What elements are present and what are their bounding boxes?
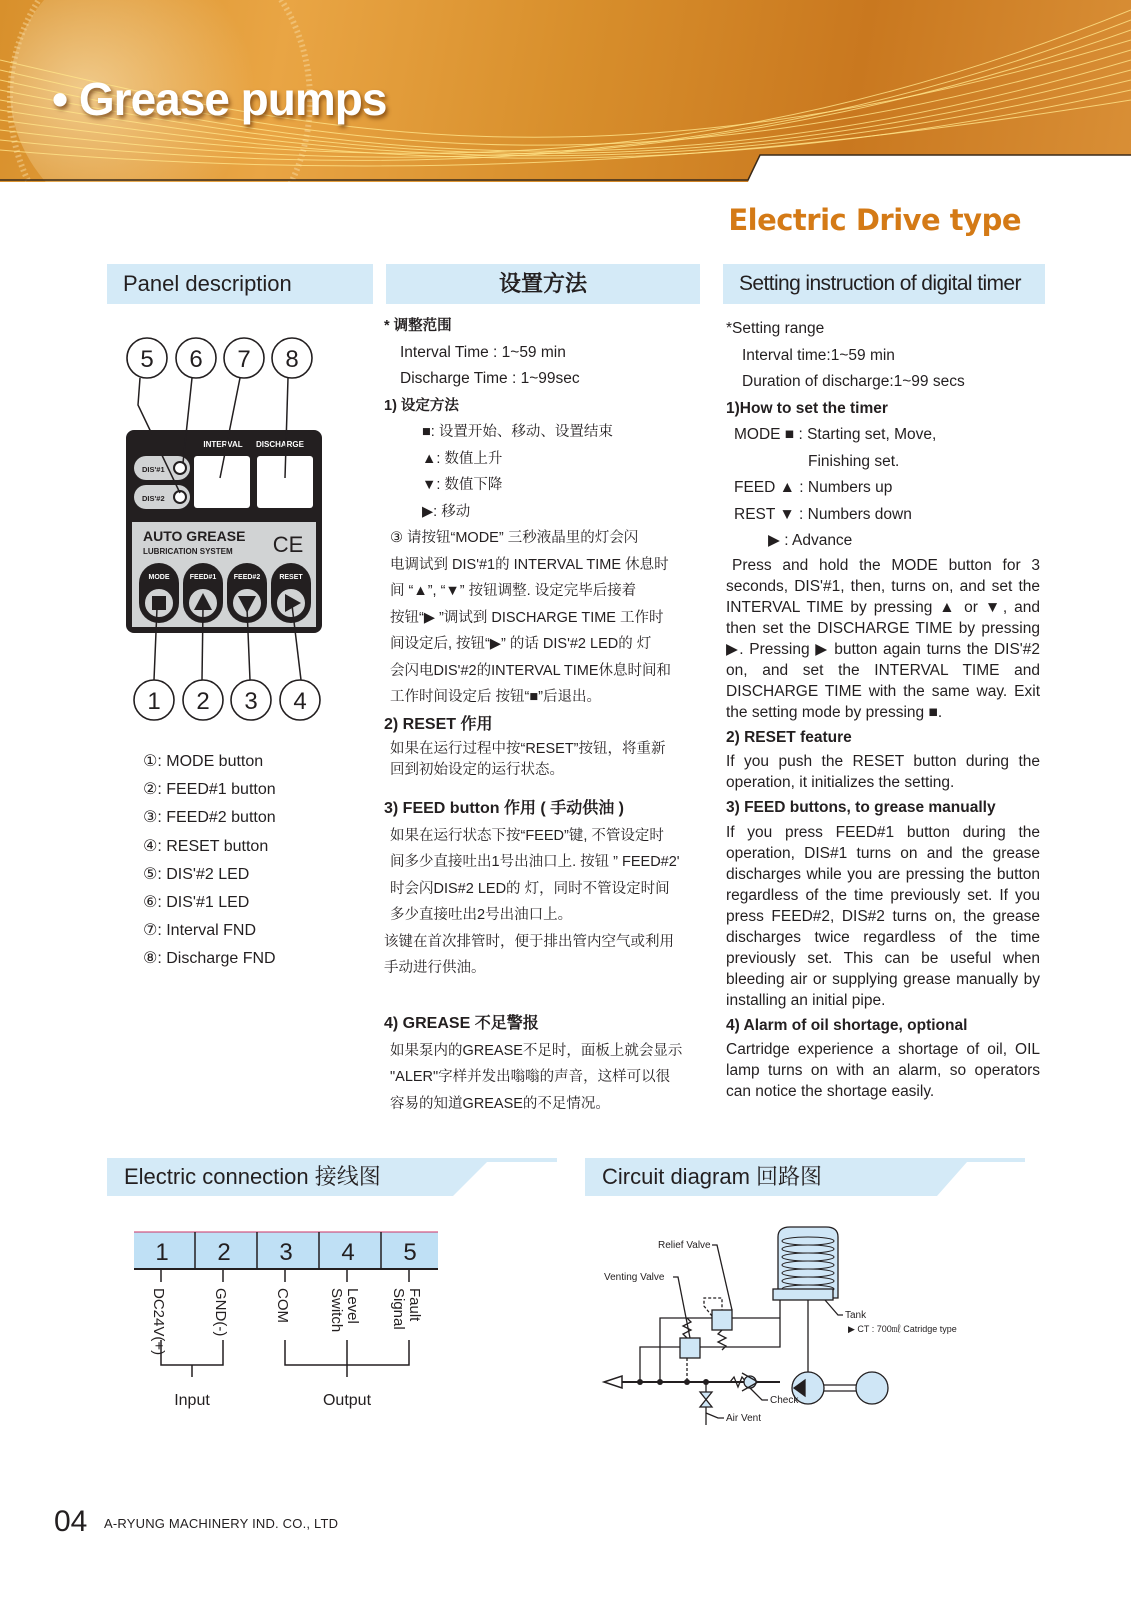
cn-s4-line: 如果泵内的GREASE不足时，面板上就会显示 (390, 1042, 683, 1059)
en-rest-key: REST ▼ : Numbers down (734, 505, 912, 523)
en-mode-key-cont: Finishing set. (808, 452, 900, 470)
en-instructions (726, 316, 1040, 1102)
terminal-4: 4 (341, 1239, 355, 1266)
cn-s1-line: 工作时间设定后 按钮“■”后退出。 (390, 689, 601, 705)
cn-s2-title: 2) RESET 作用 (384, 715, 493, 733)
cn-key: ■: 设置开始、移动、设置结束 (422, 424, 613, 440)
tank-label: Tank (845, 1310, 867, 1321)
en-s1-title: 1)How to set the timer (726, 399, 888, 417)
banner-title: • Grease pumps (52, 73, 387, 125)
cn-s1-line: 按钮“▶ ”调试到 DISCHARGE TIME 工作时 (390, 609, 664, 626)
en-s4-title: 4) Alarm of oil shortage, optional (726, 1016, 968, 1034)
en-s2-title: 2) RESET feature (726, 728, 852, 746)
cn-setup-header: 设置方法 (386, 264, 700, 304)
electric-connection-title: Electric connection 接线图 (124, 1164, 381, 1189)
cn-s3-line: 多少直接吐出2号出油口上。 (390, 907, 573, 923)
reset-btn-label: RESET (279, 574, 303, 581)
interval-label: INTERVAL (203, 440, 243, 449)
en-s4-body: Cartridge experience a shortage of oil, OIL lamp turns on with an alarm, so operators can notice the shortage easily. (726, 1041, 1040, 1100)
company-name: A-RYUNG MACHINERY IND. CO., LTD (104, 1516, 339, 1531)
en-interval: Interval time:1~59 min (742, 346, 895, 364)
circuit-diagram-title: Circuit diagram 回路图 (602, 1164, 823, 1189)
legend-item: ⑧: Discharge FND (143, 950, 276, 968)
label-signal: Signal (390, 1288, 407, 1330)
cn-s3-line: 手动进行供油。 (384, 960, 486, 976)
square-icon (152, 596, 166, 610)
cn-instructions (384, 313, 704, 1117)
circuit-diagram (600, 1225, 1000, 1455)
led1-icon (174, 462, 186, 474)
cn-range-title: * 调整范围 (384, 318, 452, 334)
cn-s3-line: 该键在首次排管时，便于排出管内空气或利用 (384, 933, 674, 950)
terminal-1: 1 (155, 1239, 169, 1266)
label-switch: Switch (328, 1288, 345, 1333)
electric-connection-diagram (130, 1228, 450, 1428)
cn-s1-line: 电调试到 DIS'#1的 INTERVAL TIME 休息时 (390, 556, 669, 573)
en-feed-key: FEED ▲ : Numbers up (734, 479, 893, 496)
relief-valve-icon (712, 1310, 732, 1330)
cn-s3-line: 如果在运行状态下按“FEED”键, 不管设定时 (390, 827, 664, 844)
callout-8-label: 8 (285, 346, 299, 373)
brand-line1: AUTO GREASE (143, 528, 246, 544)
en-mode-key: MODE ■ : Starting set, Move, (734, 426, 937, 443)
cn-s2-line: 回到初始设定的运行状态。 (390, 761, 564, 778)
interval-display (194, 456, 250, 508)
label-com: COM (274, 1288, 291, 1323)
cn-s1-line: 会闪电DIS'#2的INTERVAL TIME休息时间和 (390, 662, 672, 679)
legend-item: ⑤: DIS'#2 LED (143, 865, 250, 883)
callout-5-label: 5 (140, 346, 154, 373)
panel-description-header: Panel description (107, 264, 373, 304)
page-subtitle: Electric Drive type (728, 203, 1021, 237)
callout-7-label: 7 (237, 346, 251, 373)
label-fault: Fault (406, 1288, 423, 1322)
label-level: Level (344, 1288, 361, 1324)
callout-4-label: 4 (293, 688, 307, 715)
check-label: Check (770, 1395, 799, 1406)
en-s3-body: If you press FEED#1 button during the operation, DIS#1 turns on and the grease discharges while you are pressing the button regardless of the time previously set. If you press FEED#2, DIS#2 turns on, the grease discharges twice regardless of the time previously set. This can be useful when bleeding air or supplying grease manually by installing an initial pipe. (726, 823, 1040, 1009)
legend-item: ⑦: Interval FND (143, 922, 257, 940)
venting-valve-label: Venting Valve (604, 1272, 665, 1283)
air-vent-label: Air Vent (726, 1413, 762, 1424)
panel-legend (143, 748, 363, 974)
ce-mark: CE (272, 532, 304, 557)
cn-key: ▶: 移动 (422, 503, 471, 520)
cn-s4-title: 4) GREASE 不足警报 (384, 1014, 539, 1032)
cn-key: ▲: 数值上升 (422, 450, 503, 467)
circuit-diagram-header (585, 1158, 1025, 1196)
callout-3-label: 3 (244, 688, 258, 715)
callout-1-label: 1 (147, 688, 161, 715)
label-dc24v: DC24V(+) (150, 1288, 167, 1356)
discharge-label: DISCHARGE (255, 440, 305, 449)
en-s3-title: 3) FEED buttons, to grease manually (726, 799, 996, 816)
terminal-2: 2 (217, 1239, 231, 1266)
brand-line2: LUBRICATION SYSTEM (143, 547, 233, 556)
outlet-arrow-icon (604, 1376, 622, 1388)
control-panel-diagram (118, 330, 338, 730)
venting-valve-icon (680, 1338, 700, 1358)
en-range-title: *Setting range (726, 320, 825, 337)
label-gnd: GND(-) (212, 1288, 229, 1337)
callout-2-label: 2 (196, 688, 210, 715)
terminal-3: 3 (279, 1239, 293, 1266)
legend-item: ③: FEED#2 button (143, 809, 276, 827)
motor-icon (856, 1372, 888, 1404)
feed1-btn-label: FEED#1 (189, 574, 217, 581)
cn-s3-title: 3) FEED button 作用 ( 手动供油 ) (384, 799, 624, 817)
air-vent-icon (700, 1392, 712, 1407)
cn-s2-line: 如果在运行过程中按“RESET”按钮，将重新 (390, 740, 666, 757)
callout-6-label: 6 (189, 346, 203, 373)
en-discharge: Duration of discharge:1~99 secs (742, 373, 965, 390)
relief-valve-label: Relief Valve (658, 1240, 711, 1251)
cn-key: ▼: 数值下降 (422, 477, 503, 493)
cn-s1-line: ③ 请按钮“MODE” 三秒液晶里的灯会闪 (390, 530, 639, 546)
en-s1-body: Press and hold the MODE button for 3 seconds, DIS'#1, then, turns on, and set the INTERVAL TIME by pressing ▲ or ▼, and then set the DISCHARGE TIME by pressing ▶. Pressing ▶ button again turns the DIS'#2 on, and set the INTERVAL TIME and DISCHARGE TIME with the same way. Exit the setting mode by pressing ■. (726, 556, 1040, 721)
cn-s1-line: 间 “▲”, “▼” 按钮调整. 设定完毕后接着 (390, 583, 637, 599)
en-s2-body: If you push the RESET button during the operation, it initializes the setting. (726, 753, 1040, 791)
legend-item: ④: RESET button (143, 837, 269, 855)
legend-item: ①: MODE button (143, 753, 264, 770)
led1-label: DIS'#1 (142, 465, 165, 474)
cn-s3-line: 时会闪DIS#2 LED的 灯，同时不管设定时间 (390, 880, 670, 897)
cn-s1-line: 间设定后, 按钮“▶” 的话 DIS'#2 LED的 灯 (390, 636, 652, 652)
en-setup-header: Setting instruction of digital timer (723, 264, 1045, 304)
legend-item: ⑥: DIS'#1 LED (143, 894, 250, 912)
electric-connection-header (107, 1158, 557, 1196)
cn-discharge: Discharge Time : 1~99sec (400, 370, 580, 387)
cn-s1-title: 1) 设定方法 (384, 397, 459, 414)
cn-s4-line: 容易的知道GREASE的不足情况。 (390, 1095, 610, 1112)
terminal-5: 5 (403, 1239, 417, 1266)
output-group-label: Output (322, 1392, 372, 1409)
led2-label: DIS'#2 (142, 494, 165, 503)
legend-item: ②: FEED#1 button (143, 781, 276, 799)
page-number: 04 (54, 1505, 88, 1538)
mode-btn-label: MODE (148, 574, 170, 581)
cn-s4-line: "ALER"字样并发出嗡嗡的声音，这样可以很 (390, 1069, 671, 1085)
en-advance-key: ▶ : Advance (768, 532, 853, 549)
cn-s3-line: 间多少直接吐出1号出油口上. 按钮 ” FEED#2' (390, 854, 680, 870)
tank-note: ▶ CT : 700㎖ Catridge type (848, 1324, 957, 1334)
cn-interval: Interval Time : 1~59 min (400, 343, 566, 361)
input-group-label: Input (174, 1392, 210, 1409)
header-banner (0, 0, 1131, 182)
feed2-btn-label: FEED#2 (233, 574, 261, 581)
